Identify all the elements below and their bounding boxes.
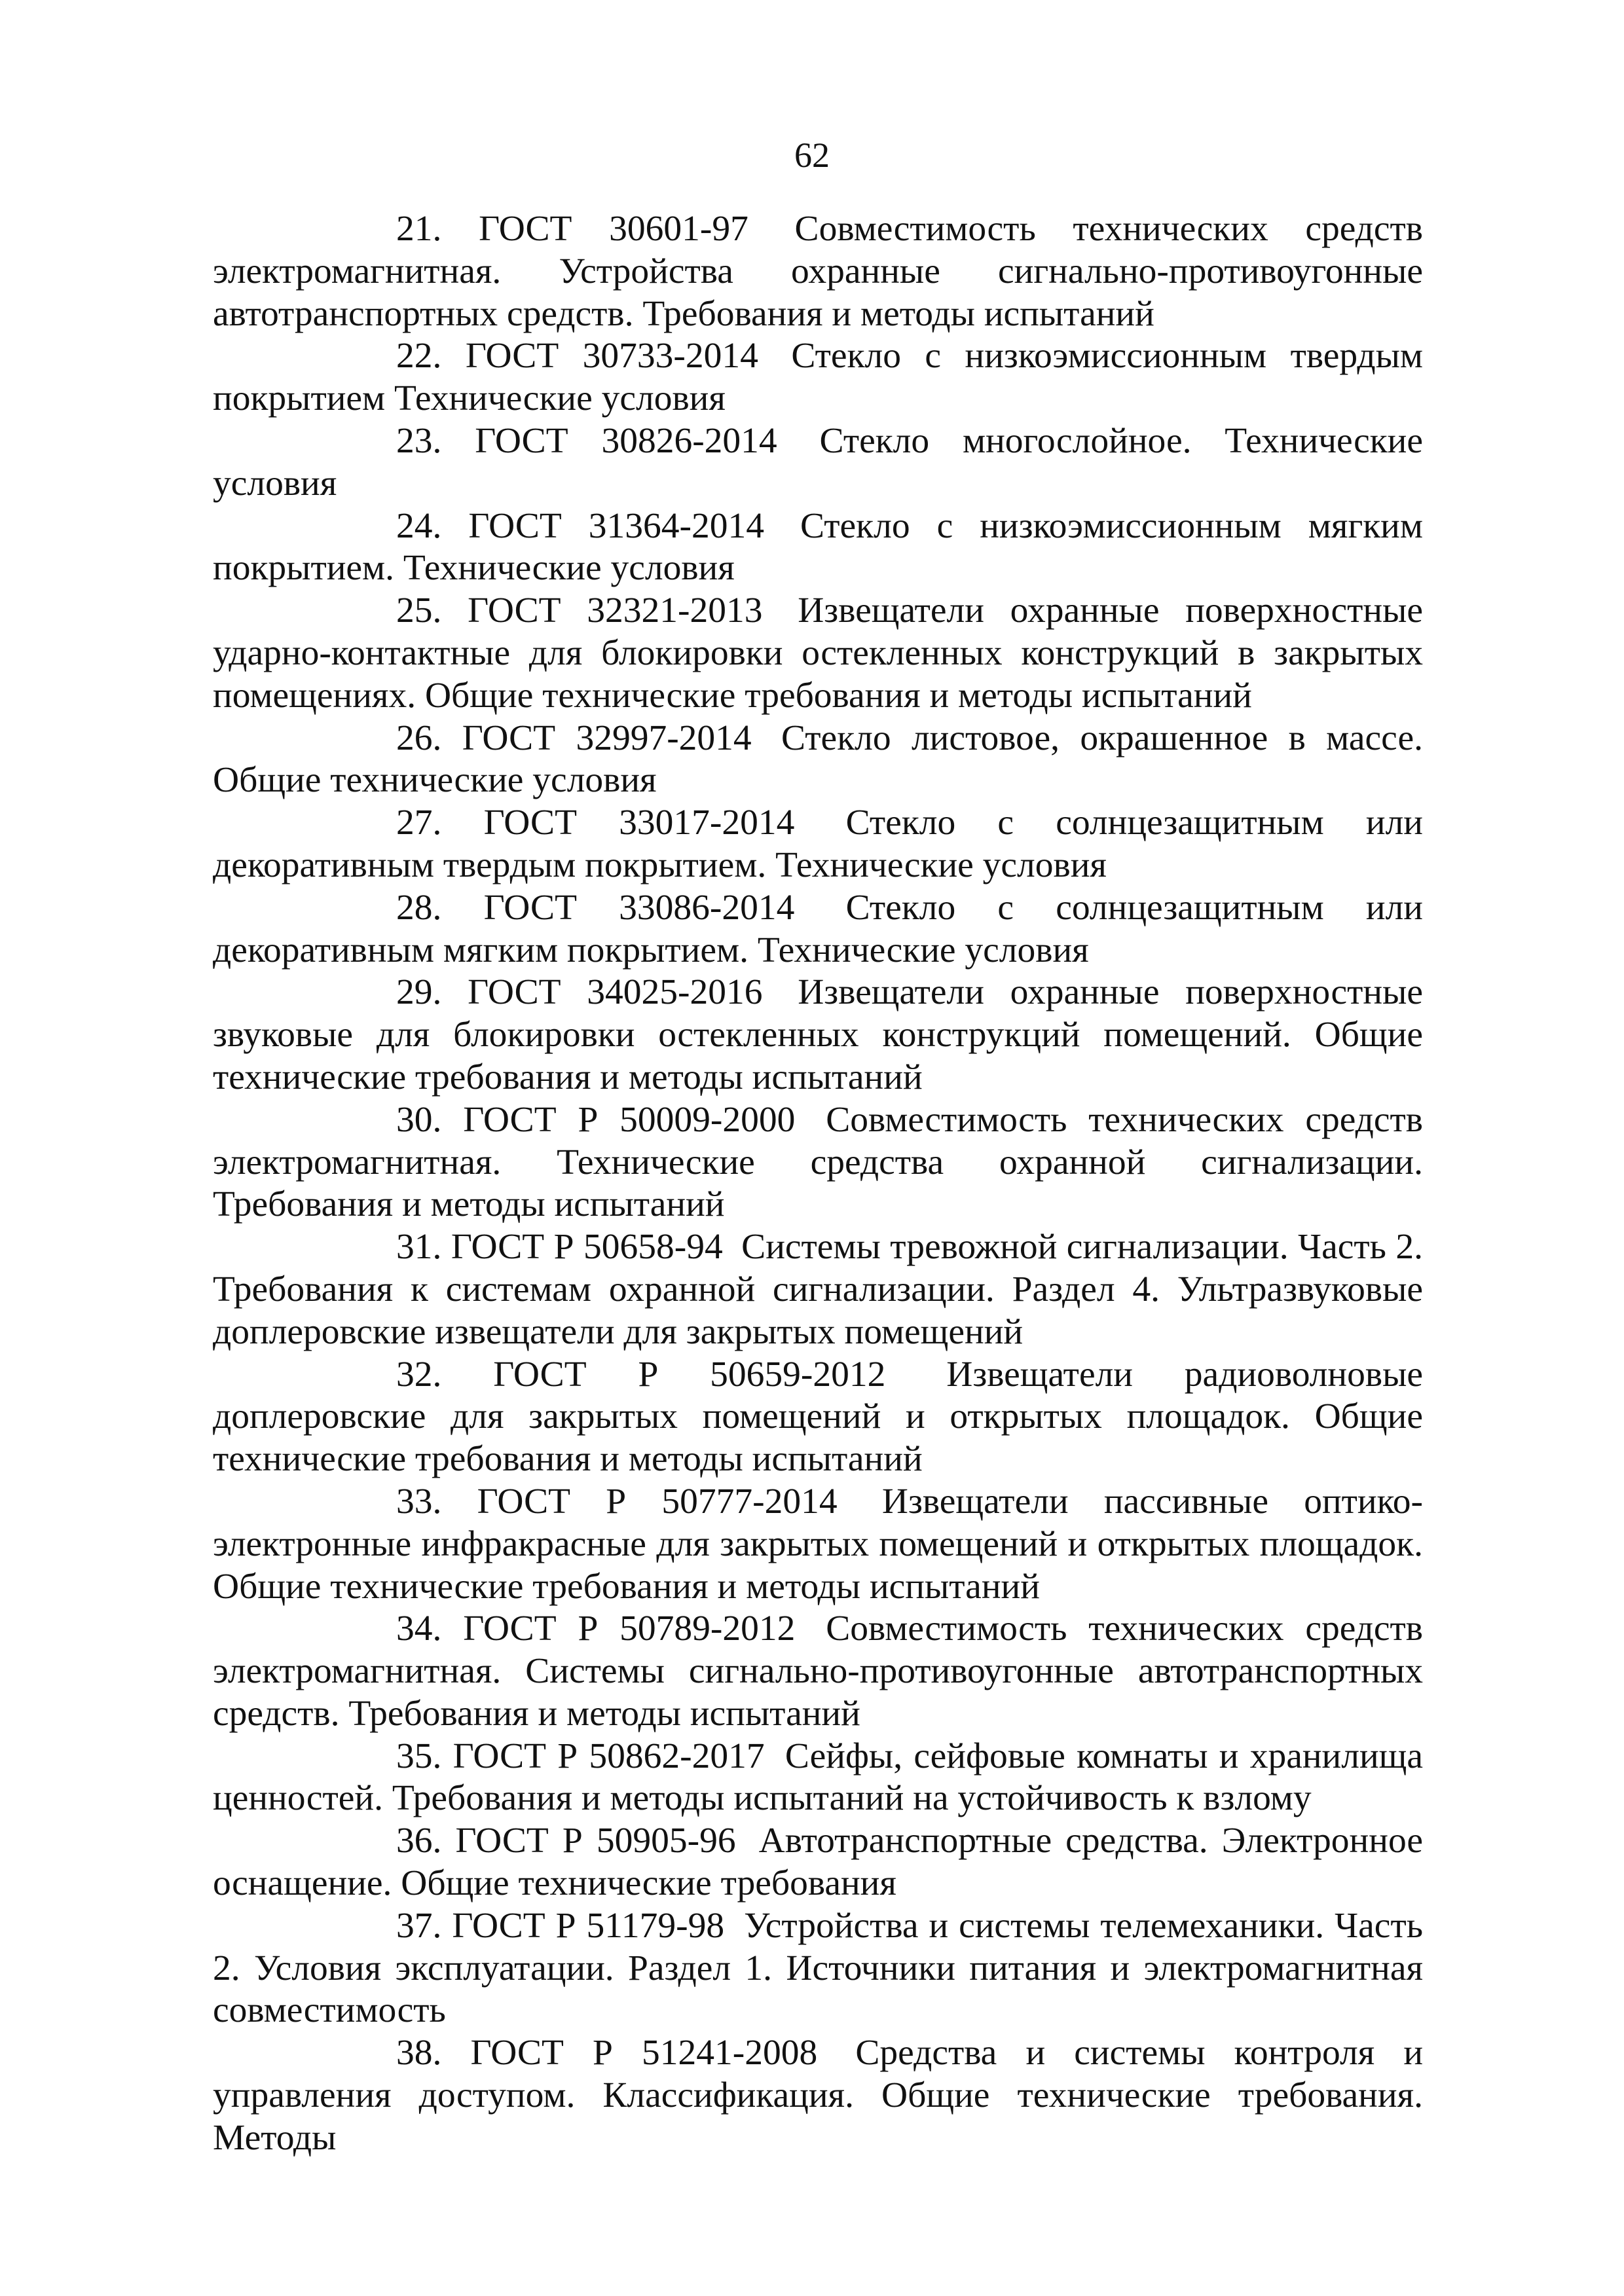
item-number: 36. [396, 1821, 442, 1861]
standard-title: Извещатели радиоволновые доплеровские для закрытых помещений и открытых площадок. Общие технические требования и методы испытаний [213, 1354, 1424, 1480]
list-item [213, 420, 1423, 505]
list-item [213, 887, 1423, 972]
list-item [213, 590, 1423, 717]
standard-code: ГОСТ Р 51241-2008 [470, 2033, 818, 2073]
standard-title: Совместимость технических средств электромагнитная. Системы сигнально-противоугонные автотранспортных средств. Требования и методы испытаний [213, 1609, 1424, 1734]
standard-title: Стекло с низкоэмиссионным мягким покрытием. Технические условия [213, 505, 1423, 589]
standard-code: ГОСТ 32997-2014 [462, 718, 752, 758]
item-number: 27. [396, 803, 442, 843]
item-number: 37. [396, 1905, 442, 1946]
standard-code: ГОСТ Р 51179-98 [452, 1905, 725, 1946]
standard-title: Извещатели охранные поверхностные ударно-контактные для блокировки остекленных конструкций в закрытых помещениях. Общие технические требования и методы испытаний [213, 591, 1424, 716]
standard-title: Извещатели пассивные оптико-электронные инфракрасные для закрытых помещений и открытых площадок. Общие технические требования и методы испытаний [213, 1481, 1424, 1607]
standard-title: Стекло с солнцезащитным или декоративным мягким покрытием. Технические условия [213, 887, 1424, 970]
standard-title: Совместимость технических средств электромагнитная. Устройства охранные сигнально-противоугонные автотранспортных средств. Требования и методы испытаний [213, 209, 1424, 334]
list-item [213, 1820, 1423, 1905]
item-number: 38. [396, 2033, 442, 2073]
standard-code: ГОСТ 30826-2014 [475, 420, 777, 461]
item-number: 32. [396, 1354, 442, 1394]
list-item [213, 718, 1423, 803]
standard-code: ГОСТ 30733-2014 [465, 336, 758, 376]
standard-code: ГОСТ 31364-2014 [468, 505, 764, 546]
standard-title: Системы тревожной сигнализации. Часть 2. Требования к системам охранной сигнализации. Раздел 4. Ультразвуковые доплеровские извещатели для закрытых помещений [213, 1227, 1424, 1352]
list-item [213, 1608, 1423, 1735]
standard-title: Извещатели охранные поверхностные звуковые для блокировки остекленных конструкций помещений. Общие технические требования и методы испытаний [213, 972, 1424, 1097]
item-number: 29. [396, 972, 442, 1013]
standard-title: Сейфы, сейфовые комнаты и хранилища ценностей. Требования и методы испытаний на устойчивость к взлому [213, 1736, 1424, 1819]
standard-code: ГОСТ Р 50009-2000 [463, 1099, 796, 1140]
standard-code: ГОСТ Р 50905-96 [455, 1821, 736, 1861]
item-number: 34. [396, 1609, 442, 1649]
list-item [213, 1481, 1423, 1608]
list-item [213, 208, 1423, 335]
standard-title: Устройства и системы телемеханики. Часть 2. Условия эксплуатации. Раздел 1. Источники питания и электромагнитная совместимость [213, 1905, 1424, 2031]
item-number: 23. [396, 420, 442, 461]
list-item [213, 1905, 1423, 2032]
item-number: 33. [396, 1481, 442, 1522]
item-number: 24. [396, 505, 442, 546]
item-number: 31. [396, 1227, 442, 1267]
standard-title: Средства и системы контроля и управления доступом. Классификация. Общие технические требования. Методы [213, 2033, 1424, 2158]
standard-code: ГОСТ 33017-2014 [483, 803, 795, 843]
list-item [213, 802, 1423, 887]
standard-code: ГОСТ Р 50789-2012 [463, 1609, 796, 1649]
standard-code: ГОСТ 32321-2013 [468, 591, 763, 631]
standard-title: Совместимость технических средств электромагнитная. Технические средства охранной сигнализации. Требования и методы испытаний [213, 1099, 1424, 1225]
standard-title: Стекло с низкоэмиссионным твердым покрытием Технические условия [213, 336, 1424, 419]
standard-code: ГОСТ Р 50658-94 [451, 1227, 723, 1267]
item-number: 28. [396, 887, 442, 928]
standard-title: Стекло с солнцезащитным или декоративным твердым покрытием. Технические условия [213, 803, 1424, 885]
standard-title: Автотранспортные средства. Электронное оснащение. Общие технические требования [213, 1821, 1424, 1904]
standard-code: ГОСТ Р 50777-2014 [477, 1481, 838, 1522]
standard-code: ГОСТ 30601-97 [479, 209, 748, 249]
standard-code: ГОСТ 33086-2014 [483, 887, 795, 928]
item-number: 22. [396, 336, 442, 376]
list-item [213, 335, 1423, 420]
item-number: 26. [396, 718, 442, 758]
list-item [213, 1736, 1423, 1821]
standard-code: ГОСТ Р 50862-2017 [452, 1736, 765, 1776]
item-number: 25. [396, 591, 442, 631]
item-number: 30. [396, 1099, 442, 1140]
item-number: 35. [396, 1736, 442, 1776]
page-number: 62 [794, 136, 830, 175]
list-item [213, 972, 1423, 1099]
standards-list [213, 208, 1423, 2160]
list-item [213, 1099, 1423, 1226]
standard-title: Стекло листовое, окрашенное в массе. Общие технические условия [213, 718, 1423, 801]
standard-code: ГОСТ 34025-2016 [468, 972, 763, 1013]
list-item [213, 1226, 1423, 1353]
list-item [213, 505, 1423, 591]
list-item [213, 2032, 1423, 2159]
standard-code: ГОСТ Р 50659-2012 [493, 1354, 886, 1394]
list-item [213, 1354, 1423, 1481]
standard-title: Стекло многослойное. Технические условия [213, 420, 1424, 503]
item-number: 21. [396, 209, 442, 249]
